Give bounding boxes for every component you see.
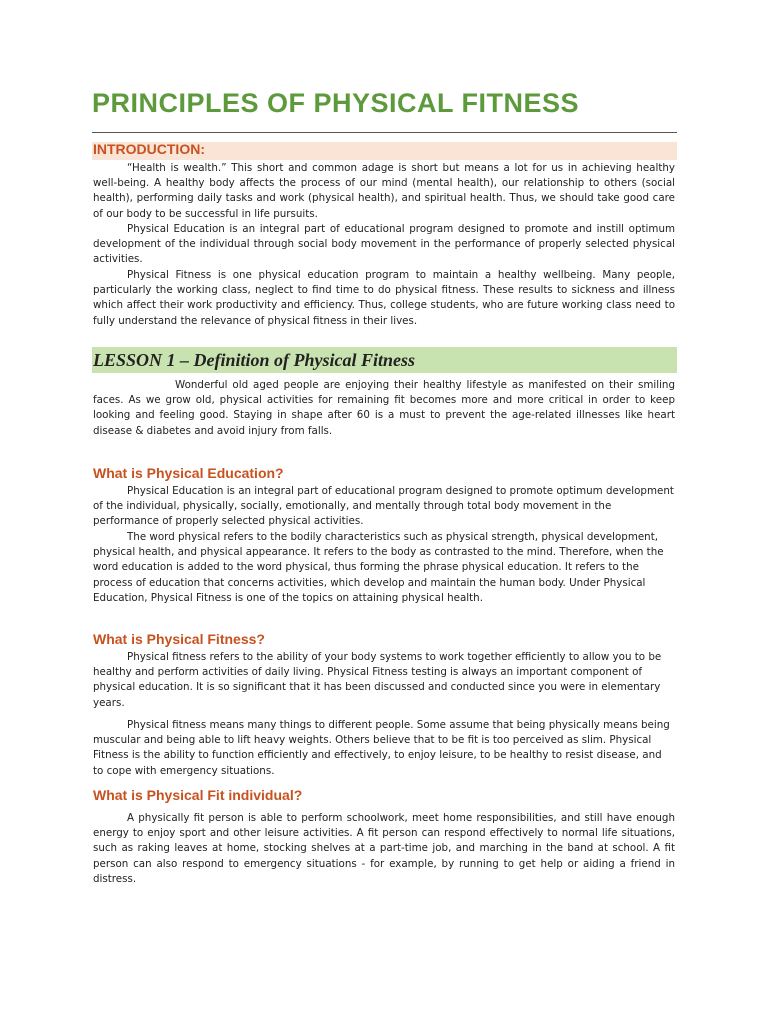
physical-fitness-paragraph-2: Physical fitness means many things to different people. Some assume that being physically means being muscular and being able to lift heavy weights. Others believe that to be fit is too perceived as slim. Physical Fitness is the ability to function efficiently and effectively, to enjoy leisure, to be healthy to resist disease, and to cope with emergency situations. <box>93 719 670 777</box>
physical-education-paragraph-1: Physical Education is an integral part of educational program designed to promote optimum development of the individual, physically, socially, emotionally, and mentally through total body movement in the performance of properly selected physical activities. <box>93 485 674 528</box>
title-divider <box>92 132 677 133</box>
intro-paragraph-1: “Health is wealth.” This short and common adage is short but means a lot for us in achieving healthy well-being. A healthy body affects the process of our mind (mental health), our relationship to others (social health), performing daily tasks and work (physical health), and spiritual health. Thus, we should take good care of our body to be successful in life pursuits. <box>93 162 675 220</box>
intro-paragraph-3: Physical Fitness is one physical education program to maintain a healthy wellbeing. Many people, particularly the working class, neglect to find time to do physical fitness. These results to sickness and illness which affect their work productivity and efficiency. Thus, college students, who are future working class need to fully understand the relevance of physical fitness in their lives. <box>93 269 675 327</box>
lesson-paragraph: Wonderful old aged people are enjoying their healthy lifestyle as manifested on their smiling faces. As we grow old, physical activities for remaining fit becomes more and more critical in order to keep looking and feeling good. Staying in shape after 60 is a must to prevent the age-related illnesses like heart disease & diabetes and avoid injury from falls. <box>93 379 675 437</box>
physical-fitness-heading: What is Physical Fitness? <box>93 631 265 647</box>
page-title: PRINCIPLES OF PHYSICAL FITNESS <box>92 88 580 118</box>
fit-individual-paragraph: A physically fit person is able to perform schoolwork, meet home responsibilities, and still have enough energy to enjoy sport and other leisure activities. A fit person can respond effectively to normal life situations, such as raking leaves at home, stocking shelves at a part-time job, and marching in the band at school. A fit person can also respond to emergency situations - for example, by running to get help or aiding a friend in distress. <box>93 812 675 885</box>
physical-education-heading: What is Physical Education? <box>93 465 284 481</box>
lesson-heading: LESSON 1 – Definition of Physical Fitness <box>93 350 416 370</box>
physical-fitness-paragraph-1: Physical fitness refers to the ability of your body systems to work together efficiently to allow you to be healthy and perform activities of daily living. Physical Fitness testing is always an important component of physical education. It is so significant that it has been discussed and conducted since you were in elementary years. <box>93 651 662 709</box>
fit-individual-heading: What is Physical Fit individual? <box>93 787 303 803</box>
introduction-heading: INTRODUCTION: <box>93 141 205 157</box>
intro-paragraph-2: Physical Education is an integral part of educational program designed to promote and instill optimum development of the individual through social body movement in the performance of properly selected physical activities. <box>93 223 675 266</box>
physical-education-paragraph-2: The word physical refers to the bodily characteristics such as physical strength, physical development, physical health, and physical appearance. It refers to the body as contrasted to the mind. Therefore, when the word education is added to the word physical, thus forming the phrase physical education. It refers to the process of education that concerns activities, which develop and maintain the human body. Under Physical Education, Physical Fitness is one of the topics on attaining physical health. <box>93 531 664 604</box>
